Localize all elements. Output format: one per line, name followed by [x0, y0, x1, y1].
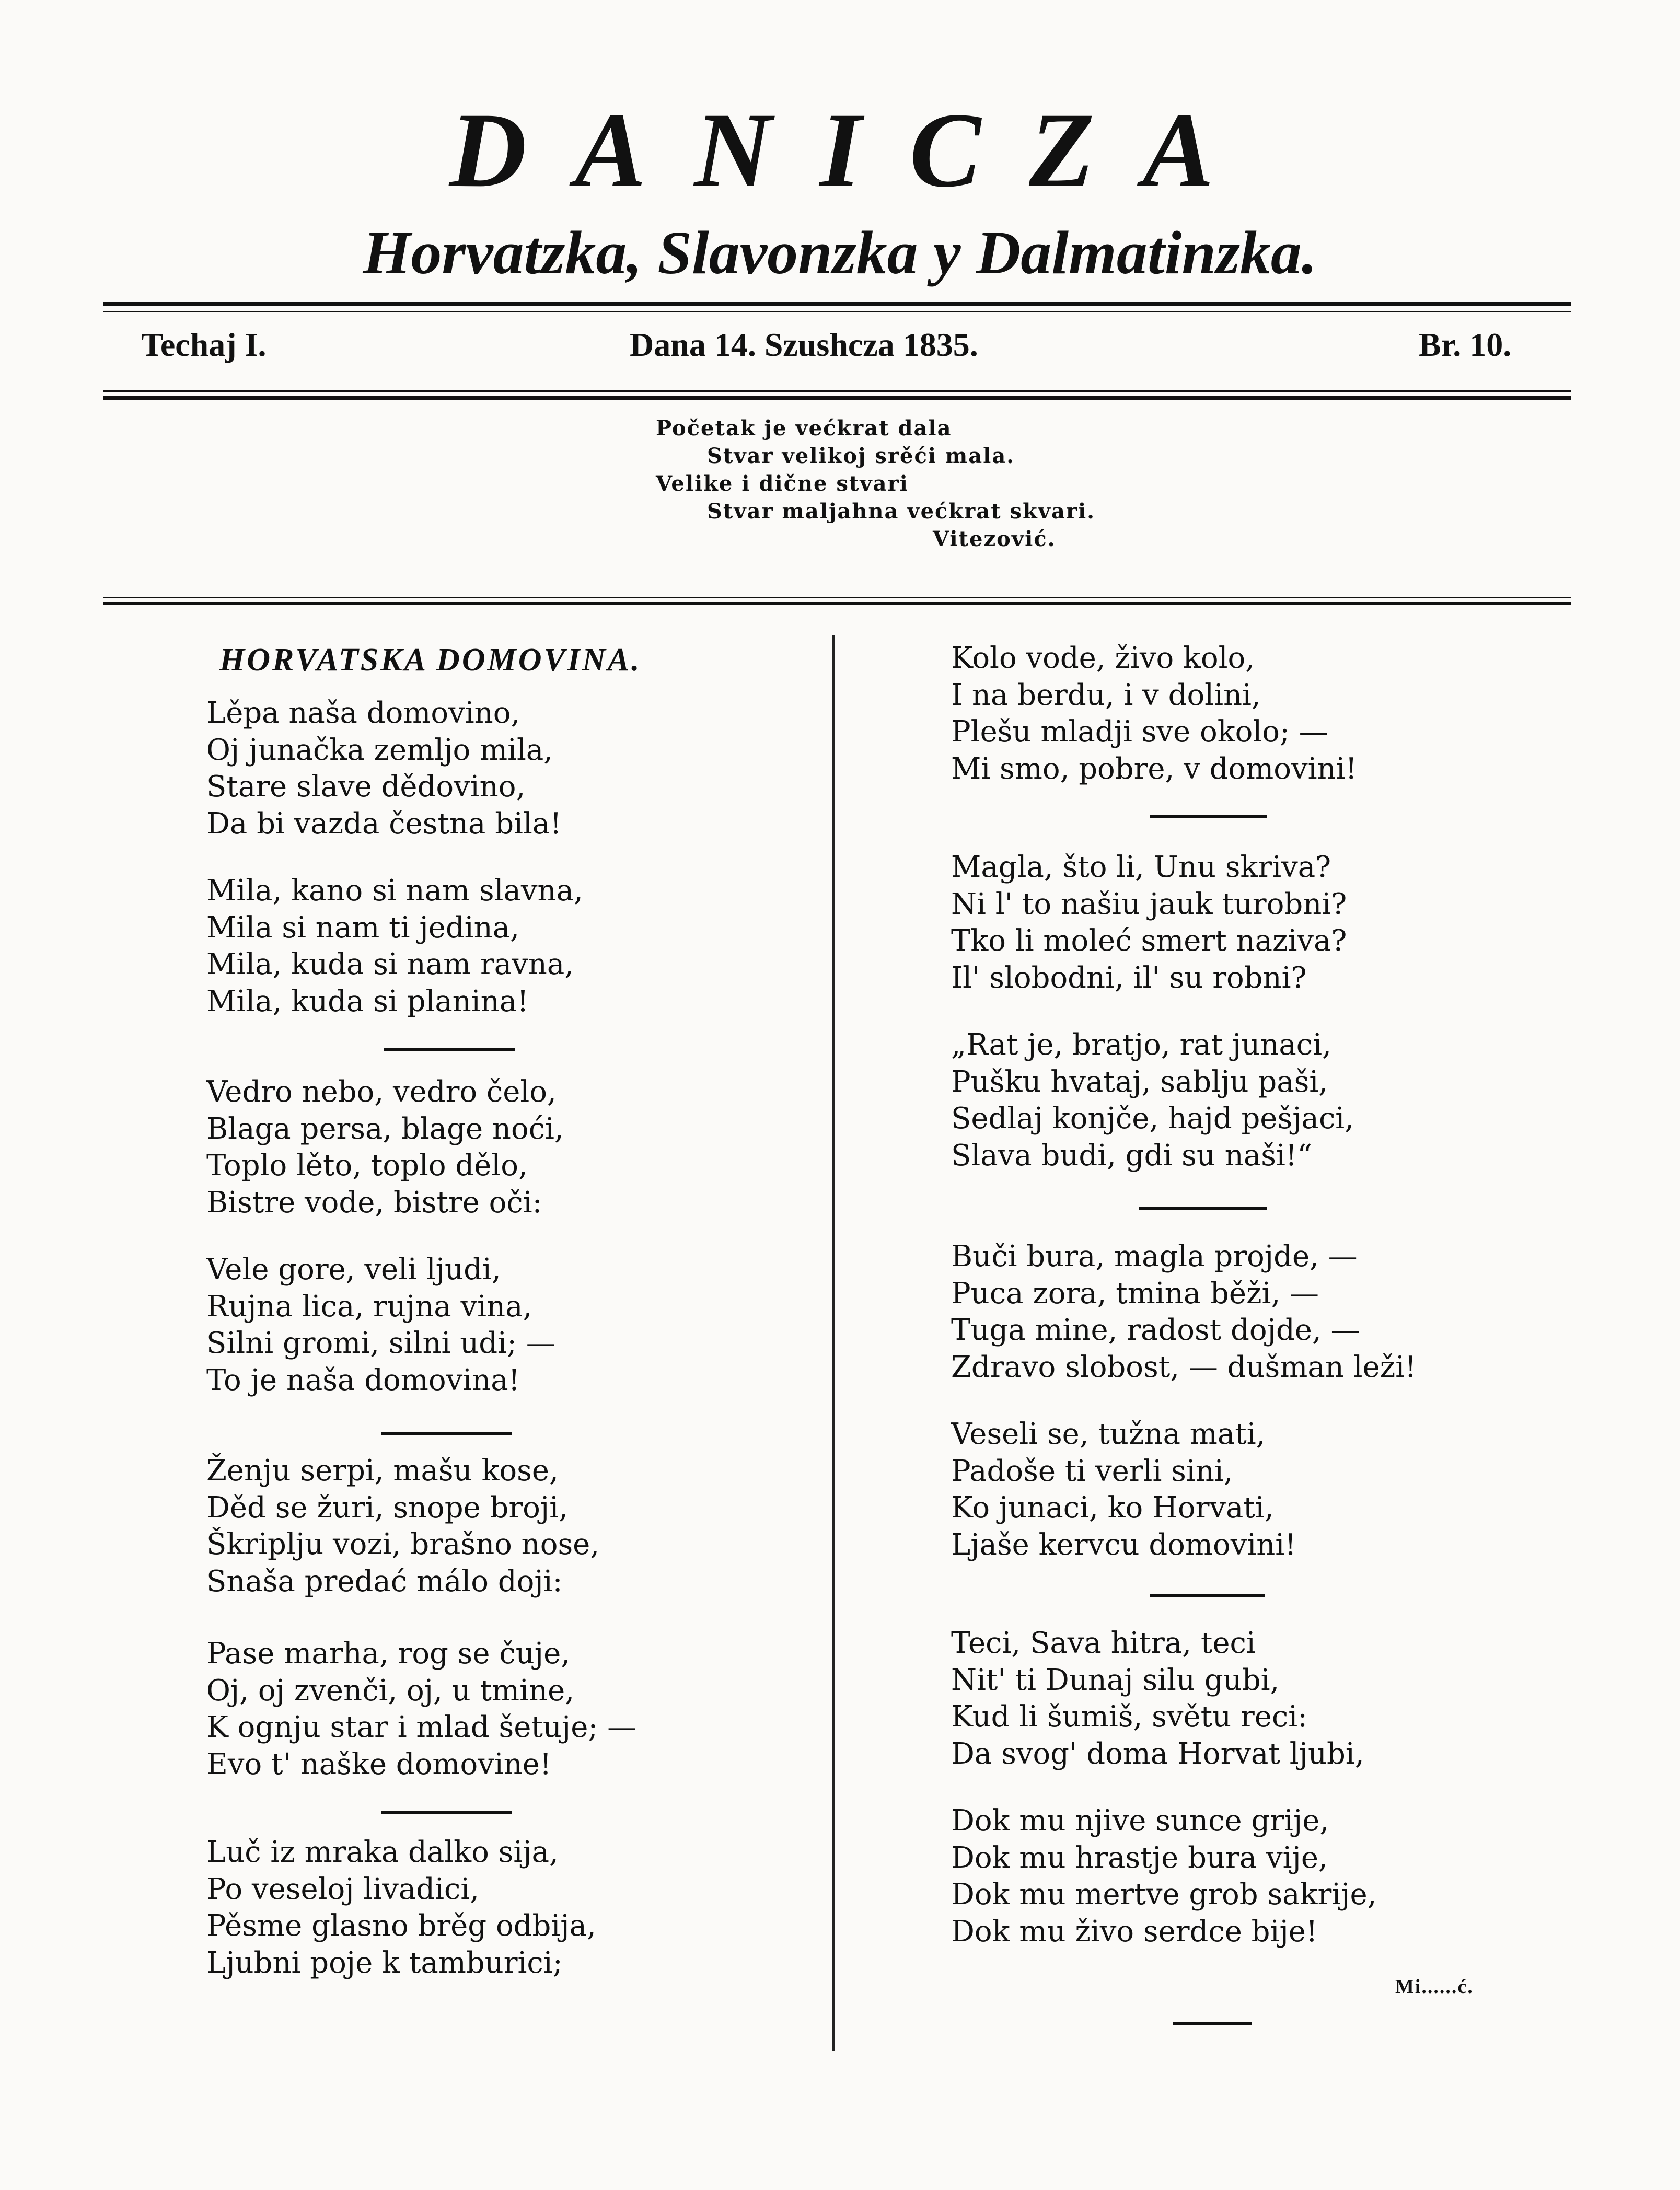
verse-line: Stare slave dědovino, — [206, 770, 526, 804]
stanza-separator — [1150, 815, 1267, 818]
verse-line: Ni l' to našiu jauk turobni? — [951, 887, 1347, 921]
dateline-rule-thick — [103, 396, 1571, 400]
verse-line: Kolo vode, živo kolo, — [951, 641, 1255, 675]
verse-line: Lěpa naša domovino, — [206, 696, 520, 730]
verse-line: Oj junačka zemljo mila, — [206, 733, 553, 767]
verse-line: Mila, kuda si nam ravna, — [206, 947, 574, 981]
verse-line: Rujna lica, rujna vina, — [206, 1289, 532, 1324]
epigraph-line: Početak je većkrat dala — [656, 416, 952, 441]
verse-line: Ljaše kervcu domovini! — [951, 1527, 1296, 1562]
verse-line: Pase marha, rog se čuje, — [206, 1637, 571, 1671]
verse-line: Tko li moleć smert naziva? — [951, 924, 1347, 958]
verse-line: To je naša domovina! — [206, 1363, 520, 1397]
verse-line: Da svog' doma Horvat ljubi, — [951, 1736, 1364, 1771]
stanza — [206, 695, 562, 842]
verse-line: Luč iz mraka dalko sija, — [206, 1835, 559, 1869]
poem-title: HORVATSKA DOMOVINA. — [219, 642, 642, 678]
stanza — [951, 1027, 1354, 1174]
stanza — [951, 1803, 1376, 1950]
epigraph — [656, 414, 1095, 553]
stanza-separator — [1150, 1594, 1265, 1597]
verse-line: Mila si nam ti jedina, — [206, 910, 519, 945]
verse-line: Ženju serpi, mašu kose, — [206, 1454, 559, 1488]
verse-line: Vele gore, veli ljudi, — [206, 1253, 501, 1287]
epigraph-line: Stvar maljahna većkrat skvari. — [707, 499, 1096, 524]
verse-line: Toplo lěto, toplo dělo, — [206, 1149, 528, 1183]
verse-line: Nit' ti Dunaj silu gubi, — [951, 1663, 1280, 1697]
verse-line: Dok mu hrastje bura vije, — [951, 1840, 1328, 1875]
column-divider — [832, 635, 835, 2051]
verse-line: Veseli se, tužna mati, — [951, 1417, 1266, 1451]
stanza — [206, 1074, 564, 1221]
verse-line: Pěsme glasno brěg odbija, — [206, 1909, 596, 1943]
verse-line: Oj, oj zvenči, oj, u tmine, — [206, 1673, 575, 1708]
verse-line: Puca zora, tmina běži, — — [951, 1276, 1319, 1311]
verse-line: Ko junaci, ko Horvati, — [951, 1491, 1274, 1525]
verse-line: Sedlaj konjče, hajd pešjaci, — [951, 1102, 1354, 1135]
stanza-separator — [384, 1048, 515, 1051]
epigraph-rule-thick — [103, 602, 1571, 605]
masthead-subtitle: Horvatzka, Slavonzka y Dalmatinzka. — [363, 218, 1317, 287]
stanza-separator — [381, 1811, 512, 1814]
verse-line: Děd se žuri, snope broji, — [206, 1490, 568, 1525]
stanza-separator — [381, 1432, 512, 1435]
verse-line: Škriplju vozi, brašno nose, — [206, 1527, 600, 1561]
issue-number: Br. 10. — [1419, 326, 1512, 363]
verse-line: Silni gromi, silni udi; — — [206, 1326, 555, 1360]
verse-line: Po veseloj livadici, — [206, 1872, 480, 1906]
issue-date: Dana 14. Szushcza 1835. — [630, 326, 978, 363]
stanza — [951, 849, 1347, 996]
verse-line: Mila, kano si nam slavna, — [206, 874, 583, 908]
stanza-separator — [1139, 1207, 1267, 1210]
verse-line: Dok mu njive sunce grije, — [951, 1804, 1329, 1838]
poem-signature: Mi......ć. — [1395, 1976, 1474, 1998]
stanza — [206, 1252, 555, 1399]
verse-line: Da bi vazda čestna bila! — [206, 806, 562, 841]
epigraph-line: Velike i dične stvari — [656, 471, 909, 496]
header-rule-top-thin — [103, 311, 1571, 312]
verse-line: Magla, što li, Unu skriva? — [951, 850, 1331, 884]
volume-label: Techaj I. — [141, 326, 267, 363]
verse-line: Mi smo, pobre, v domovini! — [951, 751, 1357, 786]
verse-line: „Rat je, bratjo, rat junaci, — [951, 1028, 1331, 1062]
verse-line: K ognju star i mlad šetuje; — — [206, 1710, 637, 1744]
verse-line: I na berdu, i v dolini, — [951, 678, 1261, 712]
epigraph-author: Vitezović. — [933, 527, 1056, 551]
stanza — [206, 1453, 599, 1600]
stanza — [951, 1416, 1296, 1563]
header-rule-top — [103, 302, 1571, 306]
epigraph-rule-thin — [103, 597, 1571, 598]
stanza — [206, 1636, 636, 1783]
verse-line: Plešu mladji sve okolo; — — [951, 715, 1328, 749]
verse-line: Mila, kuda si planina! — [206, 984, 529, 1018]
verse-line: Dok mu mertve grob sakrije, — [951, 1878, 1377, 1911]
verse-line: Buči bura, magla projde, — — [951, 1239, 1358, 1273]
dateline-rule-thin — [103, 390, 1571, 392]
verse-line: Tuga mine, radost dojde, — — [951, 1313, 1360, 1347]
verse-line: Padoše ti verli sini, — [951, 1454, 1233, 1488]
verse-line: Ljubni poje k tamburici; — [206, 1945, 563, 1980]
verse-line: Snaša predać málo doji: — [206, 1564, 563, 1598]
verse-line: Bistre vode, bistre oči: — [206, 1185, 542, 1220]
verse-line: Vedro nebo, vedro čelo, — [206, 1075, 557, 1109]
verse-line: Il' slobodni, il' su robni? — [951, 960, 1307, 995]
stanza — [951, 640, 1357, 787]
epigraph-line: Stvar velikoj srěći mala. — [707, 444, 1015, 468]
masthead-title: DANICZA — [449, 91, 1262, 210]
verse-line: Kud li šumiš, světu reci: — [951, 1700, 1308, 1734]
stanza — [206, 1834, 596, 1982]
verse-line: Slava budi, gdi su naši!“ — [951, 1138, 1313, 1173]
verse-line: Pušku hvataj, sablju paši, — [951, 1064, 1328, 1099]
verse-line: Zdravo slobost, — dušman leži! — [951, 1350, 1417, 1384]
stanza — [206, 873, 583, 1020]
verse-line: Blaga persa, blage noći, — [206, 1111, 564, 1146]
verse-line: Dok mu živo serdce bije! — [951, 1914, 1318, 1949]
stanza — [951, 1625, 1364, 1772]
stanza — [951, 1238, 1417, 1386]
verse-line: Evo t' naške domovine! — [206, 1747, 552, 1781]
verse-line: Teci, Sava hitra, teci — [951, 1626, 1256, 1660]
end-rule — [1173, 2022, 1252, 2025]
